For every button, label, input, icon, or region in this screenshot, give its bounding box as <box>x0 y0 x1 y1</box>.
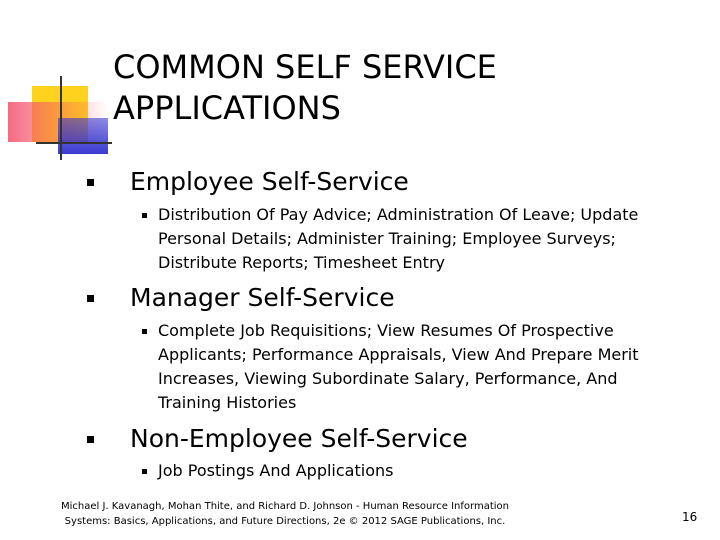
decor-blue-block <box>58 118 108 154</box>
sub-bullet-line: Job Postings And Applications <box>158 461 394 480</box>
page-number: 16 <box>682 510 698 524</box>
sub-bullet-line: Distribution Of Pay Advice; Administration Of Leave; Update <box>158 205 639 224</box>
slide-title <box>113 47 497 129</box>
citation-line-2: Systems: Basics, Applications, and Future Directions, 2e © 2012 SAGE Publications, Inc. <box>64 516 506 527</box>
bullet-employee-self-service: Employee Self-Service <box>130 167 409 196</box>
sub-bullet-non-employee-text <box>158 459 393 483</box>
citation-footer <box>50 499 520 529</box>
sub-bullet-square-icon <box>142 469 147 474</box>
citation-line-1: Michael J. Kavanagh, Mohan Thite, and Richard D. Johnson - Human Resource Information <box>61 501 509 512</box>
slide-title-line-2: APPLICATIONS <box>113 89 341 127</box>
sub-bullet-line: Applicants; Performance Appraisals, View And Prepare Merit <box>158 345 639 364</box>
bullet-square-icon <box>87 436 94 443</box>
sub-bullet-square-icon <box>142 213 147 218</box>
bullet-manager-self-service: Manager Self-Service <box>130 283 395 312</box>
bullet-square-icon <box>87 179 94 186</box>
sub-bullet-line: Complete Job Requisitions; View Resumes Of Prospective <box>158 321 614 340</box>
sub-bullet-line: Increases, Viewing Subordinate Salary, Performance, And <box>158 369 618 388</box>
sub-bullet-line: Training Histories <box>158 393 297 412</box>
sub-bullet-square-icon <box>142 329 147 334</box>
sub-bullet-employee-text <box>158 203 638 275</box>
sub-bullet-line: Distribute Reports; Timesheet Entry <box>158 253 445 272</box>
sub-bullet-line: Personal Details; Administer Training; Employee Surveys; <box>158 229 616 248</box>
bullet-square-icon <box>87 295 94 302</box>
slide-title-line-1: COMMON SELF SERVICE <box>113 48 497 86</box>
bullet-non-employee-self-service: Non-Employee Self-Service <box>130 424 468 453</box>
sub-bullet-manager-text <box>158 319 639 415</box>
